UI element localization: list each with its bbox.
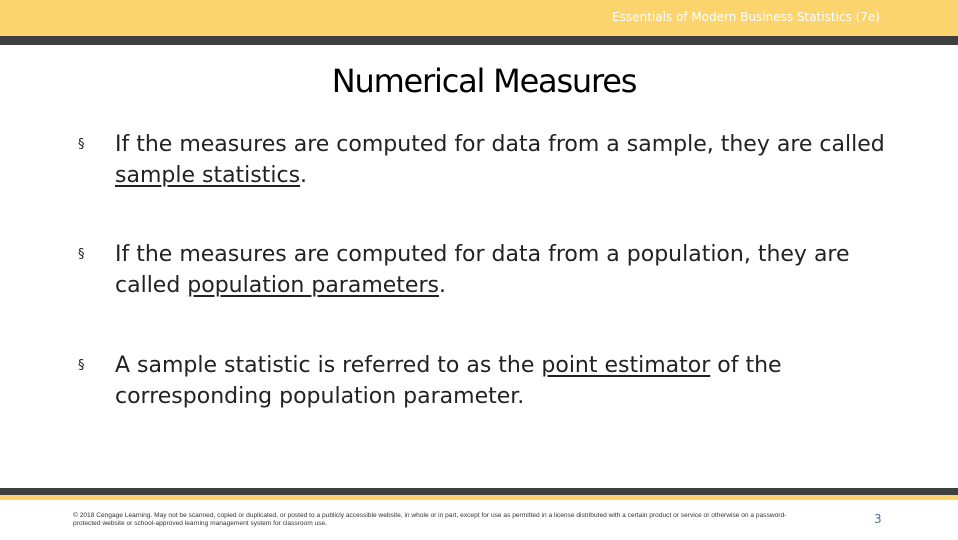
bullet-term: population parameters xyxy=(187,273,439,298)
bullet-text xyxy=(115,129,915,191)
bullet-marker-icon: § xyxy=(78,247,85,262)
copyright-notice: © 2018 Cengage Learning. May not be scanned, copied or duplicated, or posted to a publicly accessible website, in whole or in part, except for use as permitted in a license distributed with a certain product or service or otherwise on a password-protected website or school-approved learning management system for classroom use. xyxy=(73,512,787,527)
footer-band xyxy=(0,495,958,500)
page-number: 3 xyxy=(874,512,882,526)
bullet-marker-icon: § xyxy=(78,137,85,152)
bullet-text-pre: If the measures are computed for data from a sample, they are called xyxy=(115,132,885,157)
bullet-text xyxy=(115,239,915,301)
bullet-text-pre: A sample statistic is referred to as the xyxy=(115,353,542,378)
footer-rule xyxy=(0,488,958,495)
bullet-text-post: . xyxy=(300,163,308,188)
slide-title: Numerical Measures xyxy=(331,62,637,100)
bullet-marker-icon: § xyxy=(78,358,85,373)
bullet-term: point estimator xyxy=(541,353,711,378)
bullet-text-pre: If the measures are computed for data from a population, they are called xyxy=(115,242,850,298)
course-title: Essentials of Modern Business Statistics (7e) xyxy=(612,10,880,24)
bullet-term: sample statistics xyxy=(115,163,301,188)
bullet-text-post: of the corresponding population parameter. xyxy=(115,353,782,409)
bullet-text xyxy=(115,350,915,412)
bullet-item-population-parameters xyxy=(78,239,918,301)
bullet-item-point-estimator xyxy=(78,350,918,412)
bullet-item-sample-statistics xyxy=(78,129,918,191)
header-rule xyxy=(0,36,958,45)
bullet-text-post: . xyxy=(438,273,446,298)
